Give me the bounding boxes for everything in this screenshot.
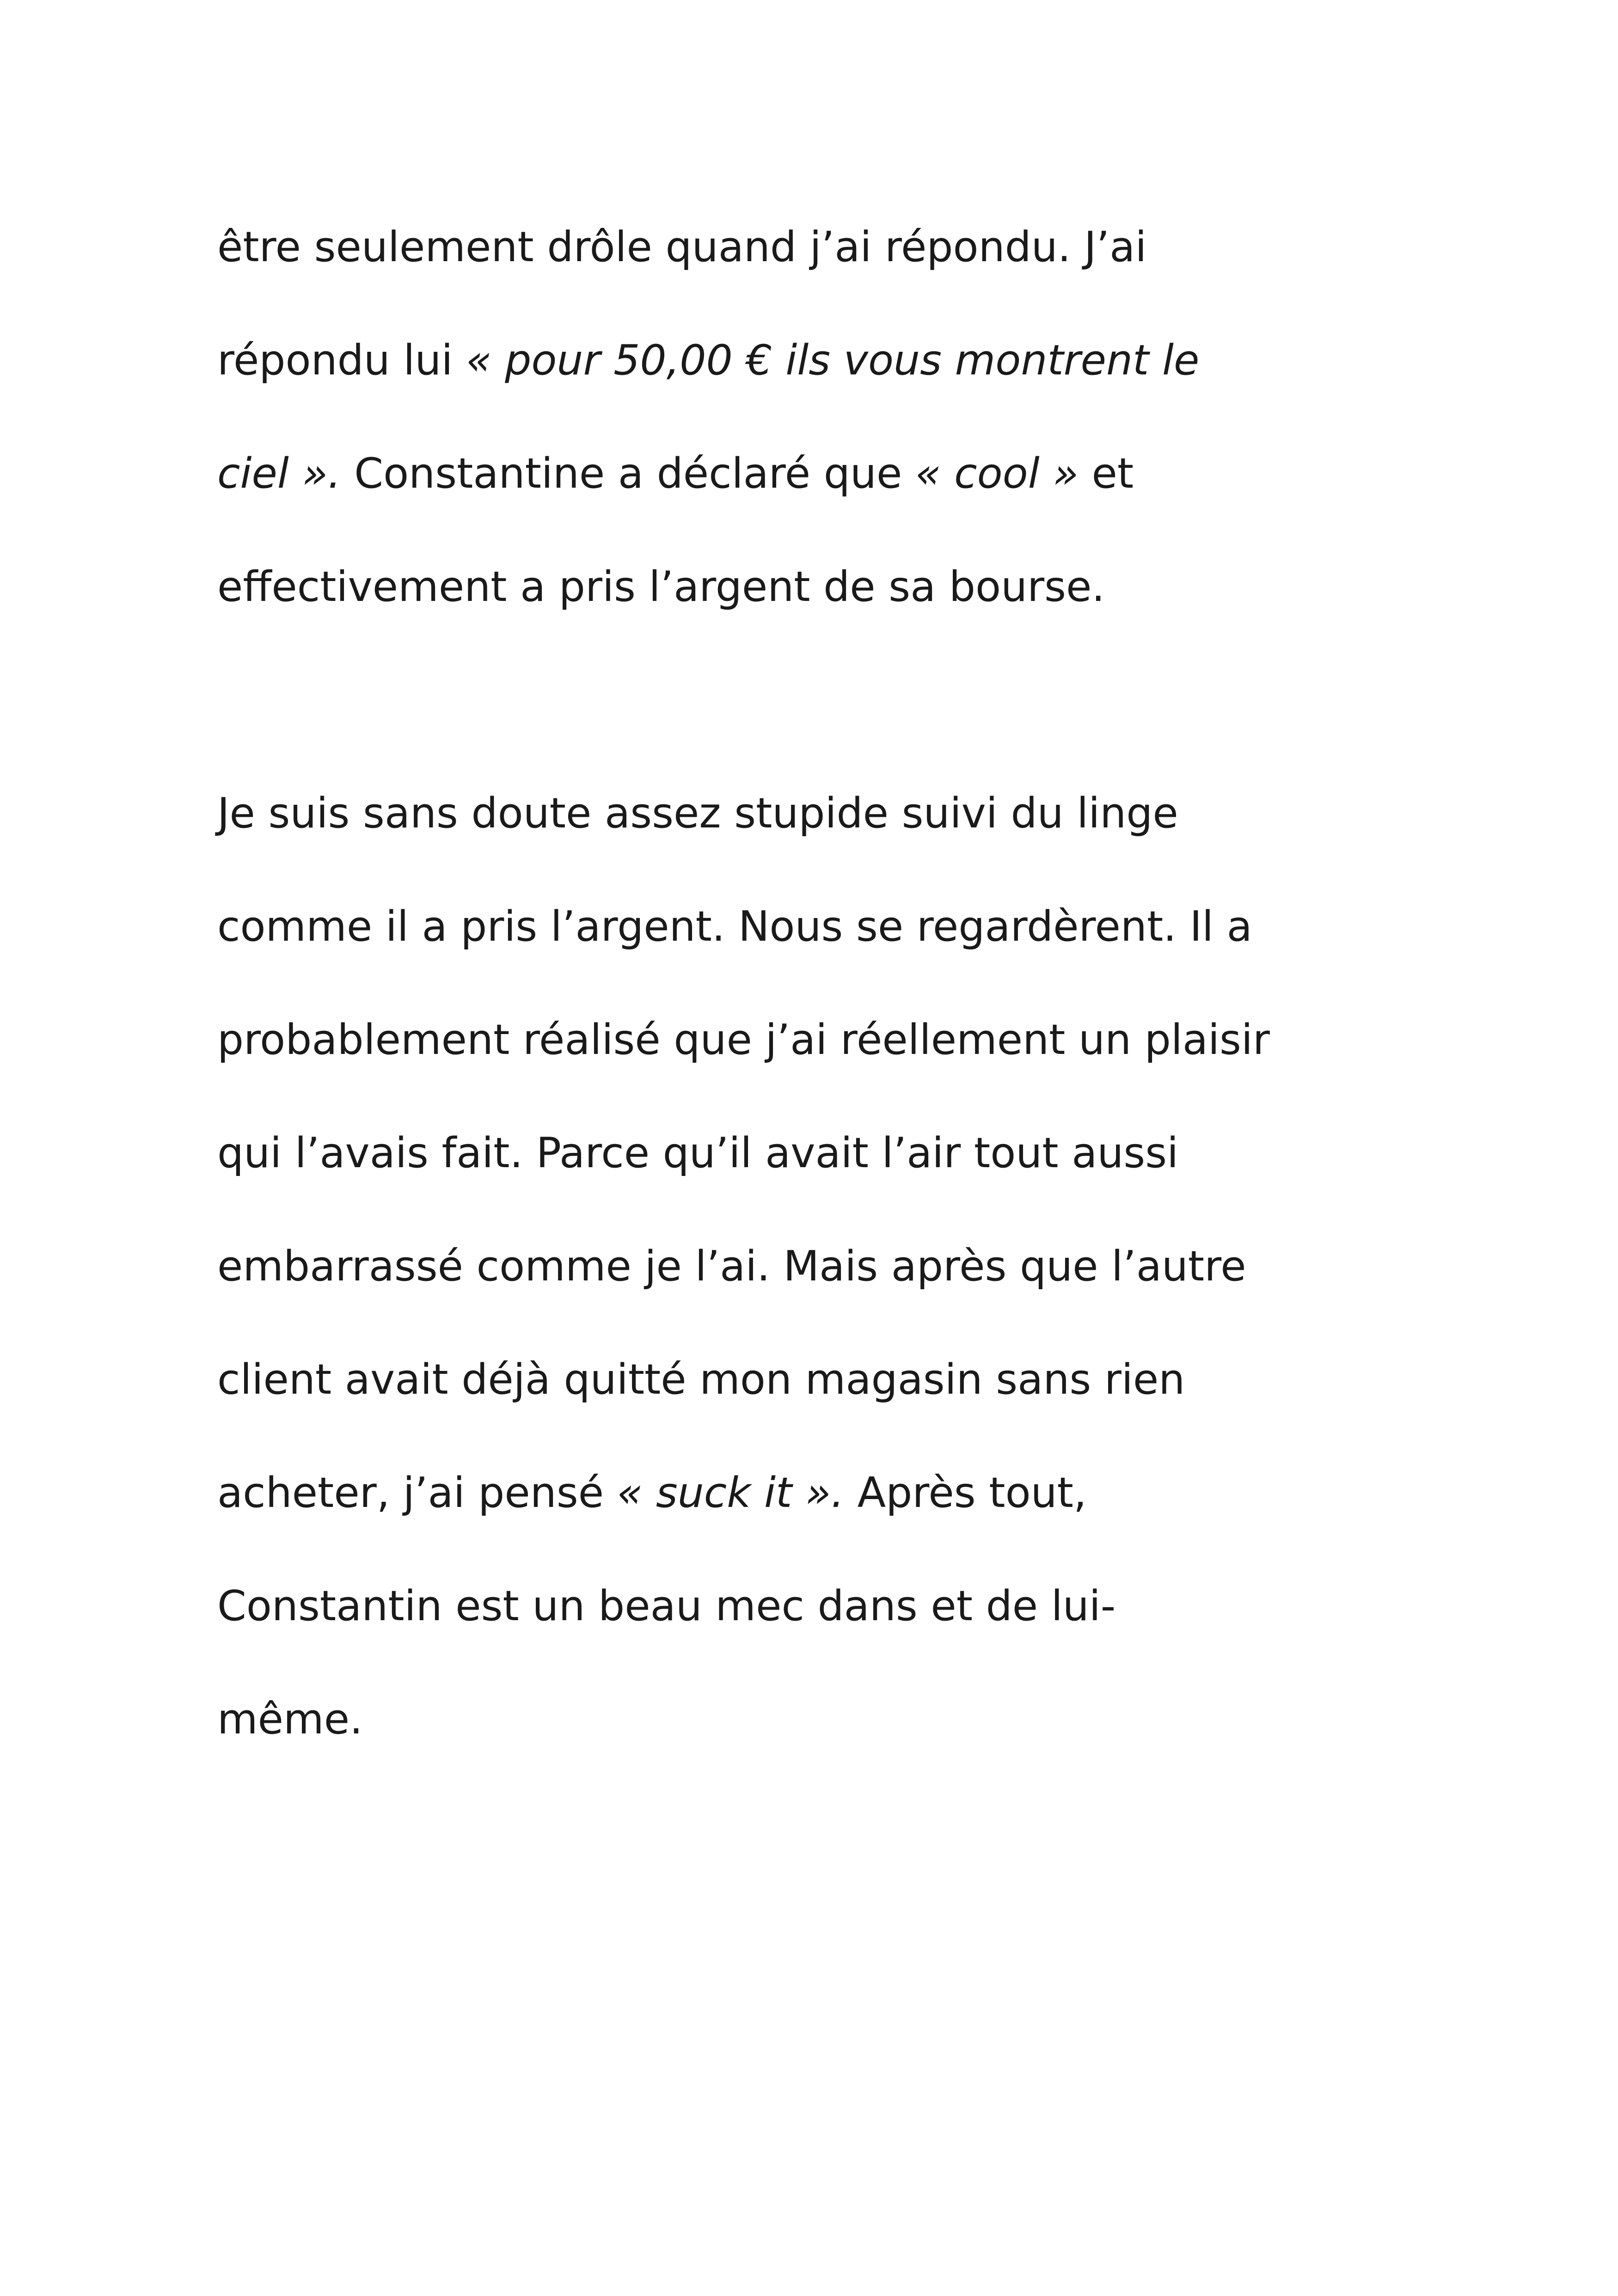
paragraph-2-line-2 xyxy=(217,902,1252,951)
text-run: et xyxy=(1078,449,1134,498)
paragraph-1-line-1 xyxy=(217,223,1147,271)
text-run: qui l’avais fait. Parce qu’il avait l’air tout aussi xyxy=(217,1129,1179,1177)
text-run: Je suis sans doute assez stupide suivi du linge xyxy=(217,789,1178,838)
text-run: probablement réalisé que j’ai réellement un plaisir xyxy=(217,1016,1270,1064)
text-run: répondu lui xyxy=(217,336,466,385)
italic-quote: « cool » xyxy=(915,449,1079,498)
paragraph-2-line-1 xyxy=(217,789,1178,838)
paragraph-2-line-3 xyxy=(217,1016,1270,1064)
text-run: Constantin est un beau mec dans et de lui- xyxy=(217,1582,1116,1630)
paragraph-2-line-5 xyxy=(217,1242,1246,1291)
text-run: même. xyxy=(217,1695,363,1744)
text-run: être seulement drôle quand j’ai répondu. J’ai xyxy=(217,223,1147,271)
text-run: effectivement a pris l’argent de sa bourse. xyxy=(217,563,1105,611)
italic-quote: ciel ». xyxy=(217,449,341,498)
text-run: comme il a pris l’argent. Nous se regardèrent. Il a xyxy=(217,902,1252,951)
text-run: Après tout, xyxy=(844,1469,1087,1517)
paragraph-1-line-2 xyxy=(217,336,1200,385)
paragraph-2-line-9 xyxy=(217,1695,363,1744)
paragraph-1-line-4 xyxy=(217,563,1105,611)
paragraph-1-line-3 xyxy=(217,449,1134,498)
italic-quote: « pour 50,00 € ils vous montrent le xyxy=(466,336,1200,385)
text-run: acheter, j’ai pensé xyxy=(217,1469,617,1517)
italic-quote: « suck it ». xyxy=(617,1469,845,1517)
paragraph-2-line-6 xyxy=(217,1355,1185,1404)
paragraph-2-line-8 xyxy=(217,1582,1116,1630)
text-run: Constantine a déclaré que xyxy=(341,449,915,498)
paragraph-2-line-7 xyxy=(217,1469,1087,1517)
text-run: embarrassé comme je l’ai. Mais après que l’autre xyxy=(217,1242,1246,1291)
text-run: client avait déjà quitté mon magasin sans rien xyxy=(217,1355,1185,1404)
paragraph-2-line-4 xyxy=(217,1129,1179,1177)
